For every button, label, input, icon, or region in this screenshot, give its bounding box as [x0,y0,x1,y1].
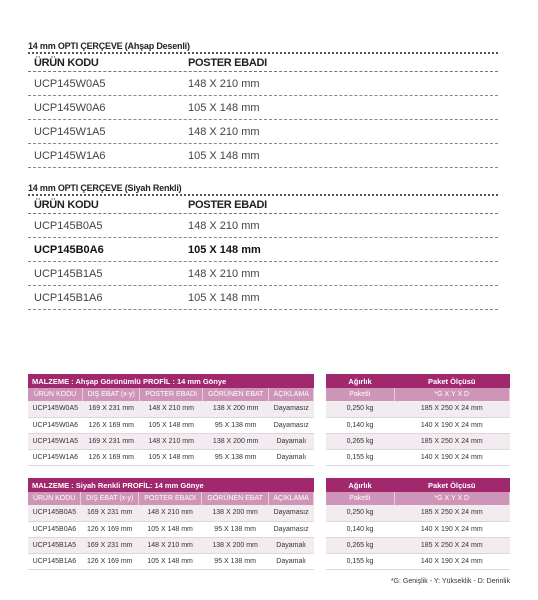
wood-frame-title: 14 mm OPTI ÇERÇEVE (Ahşap Desenli) [28,41,190,51]
product-code: UCP145W0A5 [34,78,106,90]
header-product-code: ÜRÜN KODU [34,57,99,69]
cell: Dayamalı [269,553,314,569]
cell: 126 X 169 mm [81,521,139,537]
cell: 105 X 148 mm [140,417,202,433]
list-item-highlighted [28,238,498,262]
column-header: GÖRÜNEN EBAT [202,388,269,401]
cell: 138 X 200 mm [202,433,269,449]
cell: 140 X 190 X 24 mm [394,449,510,465]
table-row [28,553,314,569]
cell: 140 X 190 X 24 mm [394,521,510,537]
product-code: UCP145B0A6 [34,244,104,256]
cell: 169 X 231 mm [83,401,140,417]
cell: 148 X 210 mm [140,433,202,449]
cell: 126 X 169 mm [81,553,139,569]
cell: 185 X 250 X 24 mm [394,505,510,521]
cell: Dayamasız [269,401,314,417]
product-code: UCP145B1A5 [34,268,103,280]
table-row [28,505,314,521]
header-poster-size: POSTER EBADI [188,199,267,211]
table-row [326,537,510,553]
cell: UCP145B1A5 [28,537,81,553]
poster-size: 148 X 210 mm [188,268,260,280]
package-size-title: Paket Ölçüsü [394,374,510,388]
spec-table-black [28,478,314,570]
table-row [326,553,510,569]
poster-size: 105 X 148 mm [188,244,261,256]
cell: 148 X 210 mm [139,537,202,553]
list-item [28,144,498,168]
cell: 185 X 250 X 24 mm [394,401,510,417]
product-code: UCP145W1A6 [34,150,106,162]
column-header: POSTER EBADI [139,492,202,505]
table-row [326,505,510,521]
cell: 0,155 kg [326,449,394,465]
cell: UCP145W0A6 [28,417,83,433]
header-product-code: ÜRÜN KODU [34,199,99,211]
weight-title: Ağırlık [326,374,394,388]
cell: 95 X 138 mm [202,449,269,465]
column-header: GÖRÜNEN EBAT [202,492,269,505]
list-item [28,120,498,144]
cell: 0,250 kg [326,401,394,417]
dimension-footnote: *G: Genişlik - Y: Yükseklik - D: Derinlik [390,578,510,585]
product-code: UCP145B1A6 [34,292,103,304]
cell: 0,140 kg [326,417,394,433]
table-row [28,433,314,449]
list-item [28,214,498,238]
column-header: AÇIKLAMA [269,388,314,401]
cell: 105 X 148 mm [140,449,202,465]
cell: 0,250 kg [326,505,394,521]
product-code: UCP145W0A6 [34,102,106,114]
cell: 148 X 210 mm [139,505,202,521]
cell: 169 X 231 mm [81,505,139,521]
table-row [28,449,314,465]
table-row [326,417,510,433]
pack-table-wood [326,374,510,466]
poster-size: 148 X 210 mm [188,126,260,138]
pack-table-black [326,478,510,570]
black-frame-list [28,182,498,310]
cell: Dayamalı [269,537,314,553]
column-header: *G X Y X D [394,492,510,505]
column-header: DIŞ EBAT (x-y) [81,492,139,505]
cell: 0,265 kg [326,433,394,449]
package-size-title: Paket Ölçüsü [394,478,510,492]
wood-frame-list [28,40,498,168]
cell: 95 X 138 mm [202,553,269,569]
table-row [326,449,510,465]
cell: UCP145B0A5 [28,505,81,521]
table-row [28,401,314,417]
cell: 148 X 210 mm [140,401,202,417]
column-header: Paketli [326,492,394,505]
table-row [326,521,510,537]
cell: UCP145W0A5 [28,401,83,417]
cell: 0,265 kg [326,537,394,553]
table-row [326,433,510,449]
cell: 105 X 148 mm [139,553,202,569]
cell: 169 X 231 mm [83,433,140,449]
cell: 126 X 169 mm [83,449,140,465]
cell: UCP145W1A5 [28,433,83,449]
cell: 0,140 kg [326,521,394,537]
cell: 95 X 138 mm [202,417,269,433]
table-row [28,417,314,433]
poster-size: 105 X 148 mm [188,102,260,114]
list-item [28,262,498,286]
cell: Dayamalı [269,433,314,449]
cell: Dayamasız [269,521,314,537]
column-header: *G X Y X D [394,388,510,401]
product-code: UCP145B0A5 [34,220,103,232]
table-row [28,537,314,553]
wood-list-header [28,52,498,72]
poster-size: 105 X 148 mm [188,150,260,162]
cell: UCP145B1A6 [28,553,81,569]
cell: Dayamasız [269,505,314,521]
column-header: DIŞ EBAT (x-y) [83,388,140,401]
product-code: UCP145W1A5 [34,126,106,138]
spec-table-title: MALZEME : Ahşap Görünümlü PROFİL : 14 mm Gönye [28,374,314,388]
column-header: AÇIKLAMA [269,492,314,505]
list-item [28,286,498,310]
poster-size: 148 X 210 mm [188,78,260,90]
cell: Dayamalı [269,449,314,465]
header-poster-size: POSTER EBADI [188,57,267,69]
spec-table-title: MALZEME : Siyah Renkli PROFİL: 14 mm Gönye [28,478,314,492]
column-header: Paketli [326,388,394,401]
black-frame-title: 14 mm OPTI ÇERÇEVE (Siyah Renkli) [28,183,182,193]
list-item [28,96,498,120]
cell: 185 X 250 X 24 mm [394,537,510,553]
spec-table-wood [28,374,314,466]
cell: 185 X 250 X 24 mm [394,433,510,449]
cell: 126 X 169 mm [83,417,140,433]
cell: 140 X 190 X 24 mm [394,553,510,569]
cell: 0,155 kg [326,553,394,569]
cell: 138 X 200 mm [202,537,269,553]
poster-size: 148 X 210 mm [188,220,260,232]
cell: 95 X 138 mm [202,521,269,537]
cell: 138 X 200 mm [202,401,269,417]
list-item [28,72,498,96]
table-row [28,521,314,537]
table-row [326,401,510,417]
cell: 105 X 148 mm [139,521,202,537]
black-list-header [28,194,498,214]
cell: Dayamasız [269,417,314,433]
cell: UCP145W1A6 [28,449,83,465]
cell: UCP145B0A6 [28,521,81,537]
weight-title: Ağırlık [326,478,394,492]
cell: 169 X 231 mm [81,537,139,553]
column-header: POSTER EBADI [140,388,202,401]
poster-size: 105 X 148 mm [188,292,260,304]
column-header: ÜRÜN KODU [28,492,81,505]
cell: 140 X 190 X 24 mm [394,417,510,433]
cell: 138 X 200 mm [202,505,269,521]
column-header: ÜRÜN KODU [28,388,83,401]
